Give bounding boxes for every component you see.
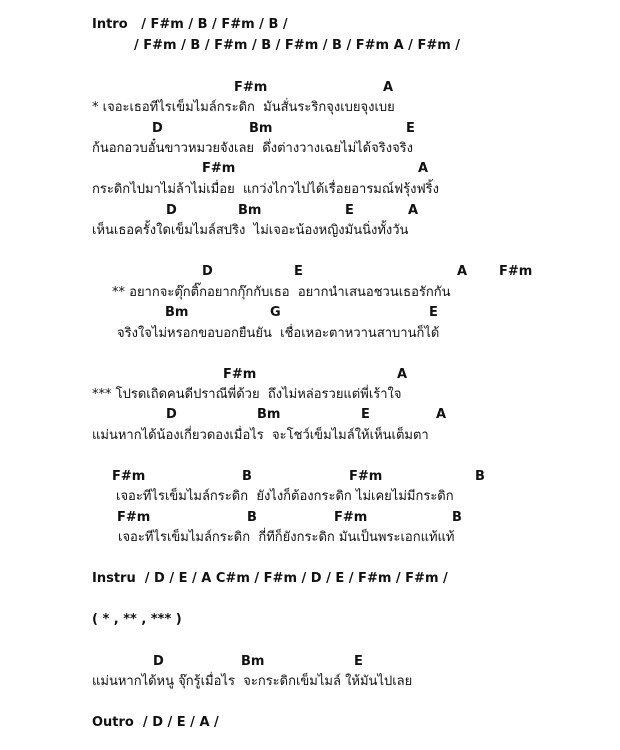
chord: Bm xyxy=(165,305,189,320)
lyric-line: กระดิกไปมาไม่ล้าไม่เมื่อย แกว่งไกวไปได้เรื่อยอารมณ์ฟรุ้งฟริ้ง xyxy=(92,182,440,197)
chord: A xyxy=(457,264,468,279)
chord: D xyxy=(153,654,164,669)
chord: F#m xyxy=(117,510,151,525)
intro-line-2: / F#m / B / F#m / B / F#m / B / F#m A / F#m / xyxy=(134,38,461,53)
lyric-line: * เจอะเธอทีไรเข็มไมล์กระดิก มันสั่นระริกจุงเบยจุงเบย xyxy=(92,100,395,115)
intro-line-1: Intro / F#m / B / F#m / B / xyxy=(92,17,288,32)
chord: B xyxy=(475,469,485,484)
chord: A xyxy=(408,203,419,218)
lyric-line: แม่นหากได้น้องเกี่ยวดองเมื่อไร จะโชว์เข็มไมล์ให้เห็นเต็มตา xyxy=(92,428,429,443)
chord: B xyxy=(247,510,257,525)
chord: E xyxy=(354,654,363,669)
lyric-line: *** โปรดเถิดคนดีปราณีพี่ด้วย ถึงไม่หล่อรวยแต่พี่เร้าใจ xyxy=(92,387,402,402)
chord: G xyxy=(270,305,281,320)
chord: A xyxy=(383,80,394,95)
lyric-line: เจอะทีไรเข็มไมล์กระดิก กี่ทีก็ยังกระดิก มันเป็นพระเอกแท้แท้ xyxy=(118,530,455,545)
chord: E xyxy=(294,264,303,279)
chord: A xyxy=(436,407,447,422)
chord: A xyxy=(418,161,429,176)
chord: Bm xyxy=(257,407,281,422)
repeat-marker: ( * , ** , *** ) xyxy=(92,612,182,627)
outro-line: Outro / D / E / A / xyxy=(92,715,219,730)
chord: B xyxy=(452,510,462,525)
chord: F#m xyxy=(499,264,533,279)
chord: F#m xyxy=(334,510,368,525)
chord: D xyxy=(166,203,177,218)
chord: F#m xyxy=(234,80,268,95)
chord: F#m xyxy=(349,469,383,484)
chord: E xyxy=(361,407,370,422)
lyric-line: เจอะทีไรเข็มไมล์กระดิก ยังไงก็ต้องกระดิก ไม่เคยไม่มีกระดิก xyxy=(116,489,454,504)
lyric-line: จริงใจไม่หรอกขอบอกยืนยัน เชื่อเหอะตาหวานสาบานก็ได้ xyxy=(117,326,440,341)
lyric-line: เห็นเธอครั้งใดเข็มไมล์สปริง ไม่เจอะน้องหญิงมันนิ่งทั้งวัน xyxy=(92,223,409,238)
lyric-line: ** อยากจะตุ๊กติ๊กอยากกุ๊กกับเธอ อยากนำเสนอชวนเธอรักกัน xyxy=(112,285,451,300)
instru-line: Instru / D / E / A C#m / F#m / D / E / F#m / F#m / xyxy=(92,571,448,586)
chord: B xyxy=(242,469,252,484)
chord: Bm xyxy=(241,654,265,669)
chord: E xyxy=(429,305,438,320)
chord: D xyxy=(166,407,177,422)
chord: F#m xyxy=(223,367,257,382)
chord: F#m xyxy=(202,161,236,176)
chord: D xyxy=(202,264,213,279)
chord: Bm xyxy=(249,121,273,136)
chord: F#m xyxy=(112,469,146,484)
chord: A xyxy=(397,367,408,382)
lyric-line: แม่นหากได้หนู จุ๊กรู้เมื่อไร จะกระดิกเข็มไมล์ ให้มันไปเลย xyxy=(92,674,413,689)
chord: Bm xyxy=(238,203,262,218)
chord: E xyxy=(345,203,354,218)
lyric-line: ก้นอกอวบอั๋นขาวหมวยจังเลย ดึ่งต่างวางเฉยไม่ได้จริงจริง xyxy=(92,141,414,156)
chord: E xyxy=(406,121,415,136)
chord: D xyxy=(152,121,163,136)
